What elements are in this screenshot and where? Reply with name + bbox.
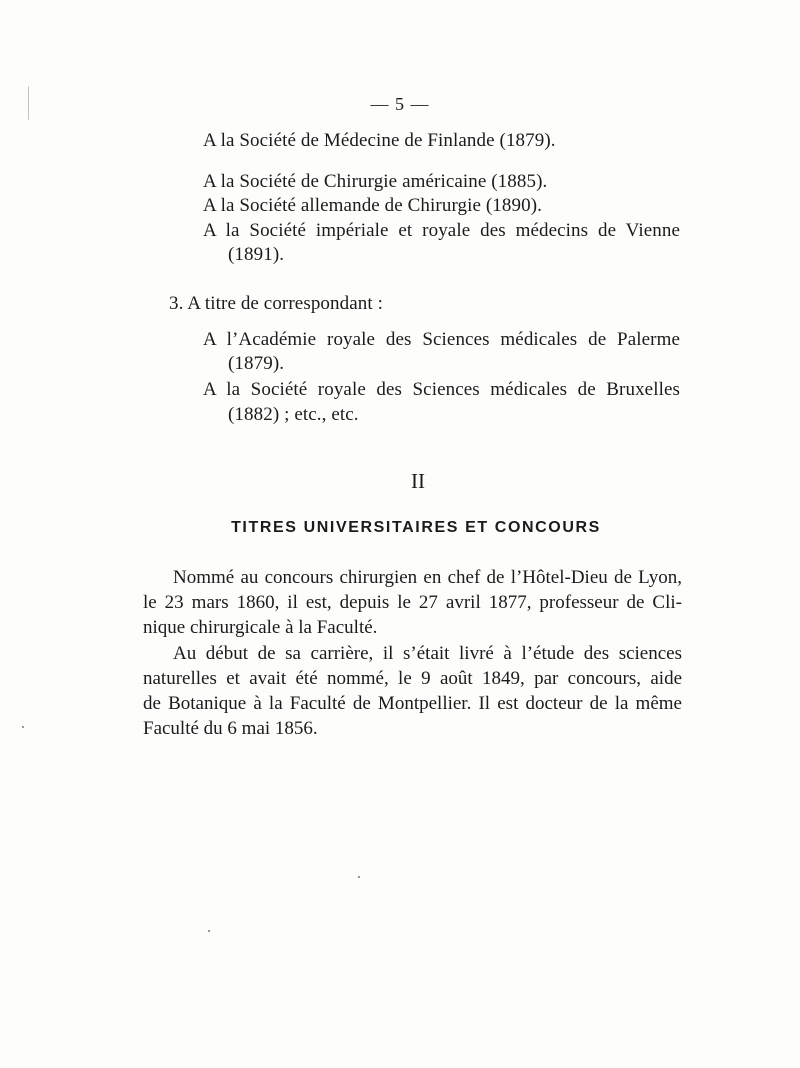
scan-speck [358,876,360,878]
section-heading: TITRES UNIVERSITAIRES ET CONCOURS [231,519,601,536]
membership-line: A la Société de Chirurgie américaine (1885). [203,171,548,192]
paragraph-line: Nommé au concours chirurgien en chef de l’Hôtel-Dieu de Lyon, [173,567,682,588]
correspondant-line: (1879). [228,353,285,374]
paragraph-line: Au début de sa carrière, il s’était livré à l’étude des sciences [173,643,682,664]
membership-line: A la Société allemande de Chirurgie (1890). [203,195,542,216]
paragraph-career [143,641,682,741]
membership-line: A la Société impériale et royale des médecins de Vienne [203,220,680,241]
paragraph-line: de Botanique à la Faculté de Montpellier. Il est docteur de la même [143,693,682,714]
paragraph-appointment [143,565,682,640]
page-number: — 5 — [370,94,430,114]
paragraph-line: nique chirurgicale à la Faculté. [143,617,378,638]
membership-line: (1891). [228,244,285,265]
paragraph-line: naturelles et avait été nommé, le 9 août 1849, par concours, aide [143,668,682,689]
correspondant-line: A l’Académie royale des Sciences médicales de Palerme [203,329,680,350]
correspondant-title: 3. A titre de correspondant : [169,293,383,314]
correspondant-line: A la Société royale des Sciences médicales de Bruxelles [203,379,680,400]
membership-line: A la Société de Médecine de Finlande (1879). [203,130,556,151]
section-numeral: II [411,469,425,493]
paragraph-line: le 23 mars 1860, il est, depuis le 27 avril 1877, professeur de Cli- [143,592,682,613]
correspondant-line: (1882) ; etc., etc. [228,404,359,425]
scan-speck [208,930,210,932]
paragraph-line: Faculté du 6 mai 1856. [143,718,318,739]
scan-speck [22,726,24,728]
